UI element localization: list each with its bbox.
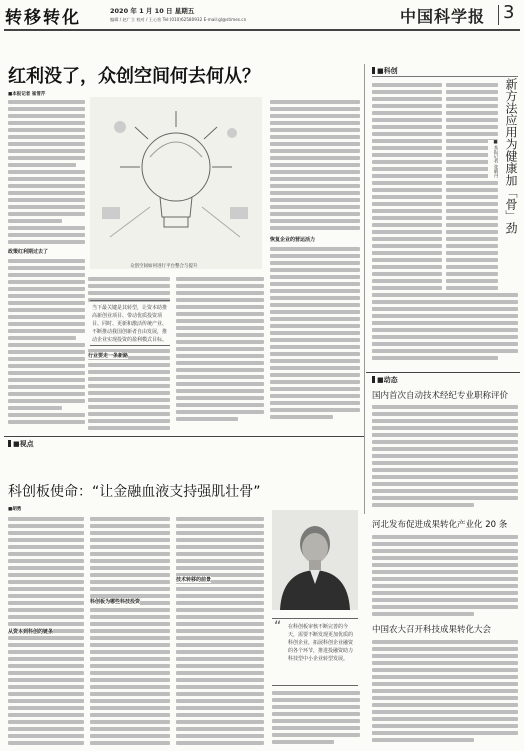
newspaper-logo: 中国科学报: [400, 7, 486, 26]
kechuang-rule: [372, 76, 518, 77]
masthead-rule: [4, 29, 520, 31]
lead-subhead-3: 恢复企业的营运活力: [270, 237, 316, 243]
dynamics-item2-body: [372, 532, 518, 616]
section-tag-viewpoint: ■视点: [8, 439, 34, 449]
kechuang-vertical-headline: 新方法应用为健康加「骨」劲: [504, 78, 518, 234]
interview-subhead-3: 技术转移的前景: [176, 577, 212, 583]
lightbulb-illustration: [90, 97, 262, 269]
dynamics-item1-body: [372, 402, 518, 508]
lead-subhead-1: 政策红利期过去了: [8, 249, 49, 255]
lead-byline: ■本报记者 崔雪芹: [8, 92, 46, 97]
photo-caption: 胡勇: [336, 604, 345, 609]
masthead-divider: [498, 5, 499, 25]
quote-mark-icon: “: [274, 619, 282, 635]
interview-column-4: [272, 688, 360, 746]
lead-column-3: [176, 274, 264, 434]
interview-byline: ■胡勇: [8, 507, 22, 512]
page-number: 3: [503, 2, 515, 23]
lead-subhead-2: 行业要走一条新路: [88, 353, 129, 359]
pull-quote: 当下最关键是其转型，让资本助推高新创业项目、带动优质投资项目、同时、更新和激活传统产业、不断推动我国创新者自由发展，推动企业实现投资的盈利模式目标。: [92, 305, 168, 342]
dynamics-item2-title: 河北发布促进成果转化产业化 20 条: [372, 520, 508, 530]
image-caption: 众创空间如何进行平台整合与提升: [130, 264, 198, 269]
kechuang-column-3: [372, 290, 518, 374]
section-tag-dynamics: ■动态: [372, 375, 398, 385]
interview-headline: 科创板使命：“让金融血液支持强肌壮骨”: [8, 484, 261, 500]
editor-line: 编辑 / 赵广立 校对 / 王心怡 Tel:(010)62580932 E-mail:gl@stimes.cn: [110, 17, 247, 22]
lead-column-1b: [8, 256, 85, 432]
dynamics-item1-title: 国内首次自动技术经纪专业职称评价: [372, 391, 509, 401]
issue-date: 2020 年 1 月 10 日 星期五: [110, 7, 195, 15]
column-divider: [364, 64, 365, 514]
interview-subhead-2: 科创板为哪些科技投资: [90, 599, 141, 605]
lead-column-4b: [270, 244, 360, 434]
interview-column-2: [90, 514, 170, 746]
dynamics-item3-title: 中国农大召开科技成果转化大会: [372, 625, 492, 635]
lead-headline: 红利没了，众创空间何去何从？: [8, 66, 260, 87]
interview-subhead-1: 从资本到科创的链条: [8, 629, 54, 635]
interview-column-3: [176, 514, 264, 746]
pull-quote-box: [90, 300, 170, 346]
dynamics-item3-body: [372, 637, 518, 747]
section-tag-kechuang: ■科创: [372, 66, 398, 76]
interview-top-rule: [4, 436, 364, 437]
interviewee-photo: [272, 510, 358, 610]
section-title: 转移转化: [5, 8, 81, 28]
interview-quote-box: [272, 618, 358, 686]
interview-pull-quote: 在科创板审核不断完善的今天，需要不断发现更加优质的科创企业，拓展科创企业融资的各个环节，推进投融资助力科技型中小企业转型发展。: [288, 624, 354, 662]
kechuang-vertical-byline: ■本报记者 张晴丹: [488, 140, 498, 178]
dynamics-top-rule: [366, 372, 520, 373]
